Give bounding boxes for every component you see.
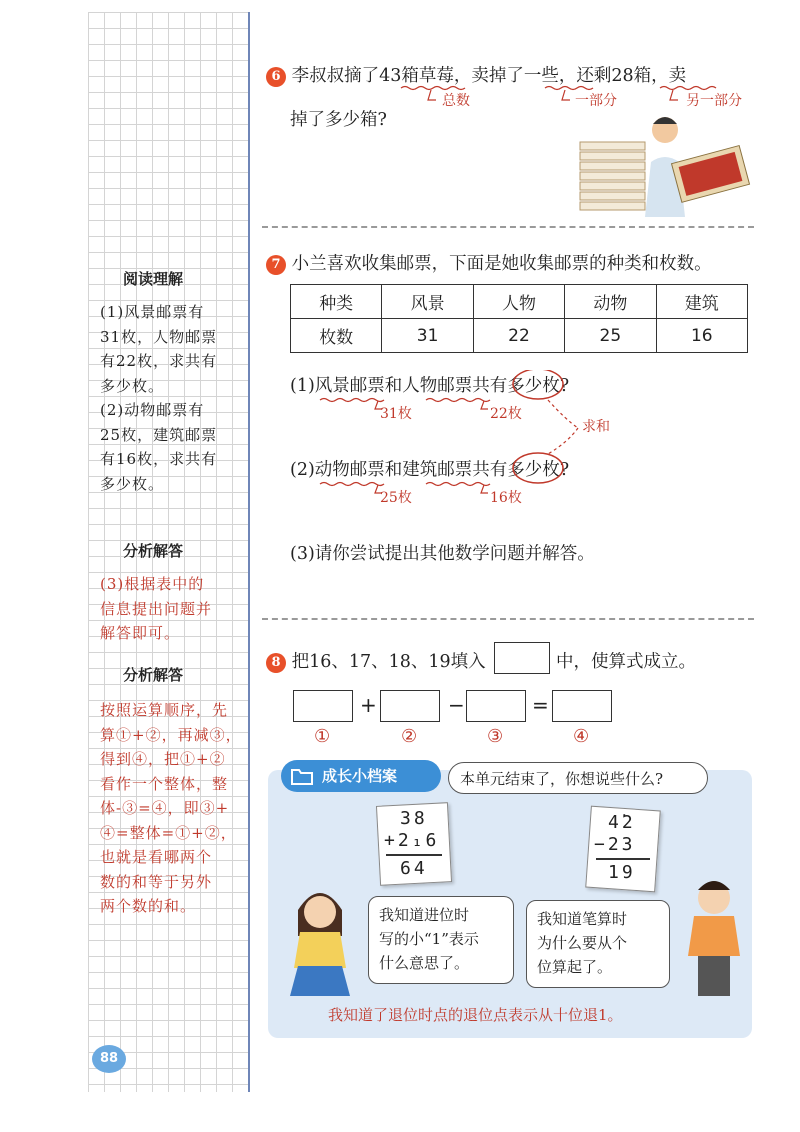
table-cell: 枚数 bbox=[291, 319, 382, 353]
divider-q6-q7 bbox=[262, 226, 754, 228]
answer-box-1[interactable] bbox=[293, 690, 353, 722]
q6-line1: 6 李叔叔摘了43箱草莓，卖掉了一些，还剩28箱，卖 bbox=[266, 62, 686, 87]
label-2: ② bbox=[401, 726, 418, 747]
table-cell: 22 bbox=[473, 319, 564, 353]
q8-example-box bbox=[494, 642, 550, 674]
q6-ann-part: 一部分 bbox=[575, 93, 617, 109]
stamp-table bbox=[290, 284, 748, 353]
archive-footer: 我知道了退位时点的退位点表示从十位退1。 bbox=[328, 1006, 623, 1024]
boy-hair bbox=[698, 881, 730, 890]
circle-gongyou-2 bbox=[513, 453, 563, 483]
analysis-title-2: 分析解答 bbox=[122, 666, 183, 684]
table-cell: 种类 bbox=[291, 285, 382, 319]
sub-top: 4̇2 bbox=[608, 812, 636, 833]
q8-text-before: 8 把16、17、18、19填入 bbox=[266, 648, 486, 673]
man-hair bbox=[653, 117, 677, 124]
box-stack bbox=[580, 142, 645, 210]
add-line bbox=[386, 854, 442, 856]
reading-text: (1)风景邮票有 31枚，人物邮票 有22枚，求共有 多少枚。 (2)动物邮票有 25枚，建筑邮票 有16枚，求共有 多少枚。 bbox=[100, 303, 218, 493]
arrow-part bbox=[562, 90, 570, 100]
q6-line2: 掉了多少箱? bbox=[290, 110, 387, 130]
page-spine bbox=[248, 12, 250, 1092]
analysis-text-2: 按照运算顺序，先 算①+②，再减③， 得到④，把①+② 看作一个整体，整 体-③=④，即③+ ④=整体=①+②， 也就是看哪两个 数的和等于另外 两个数的和。 bbox=[100, 701, 242, 915]
girl-skirt bbox=[290, 966, 350, 996]
q7-badge: 7 bbox=[266, 255, 286, 275]
table-cell: 建筑 bbox=[656, 285, 747, 319]
add-top: 38 bbox=[400, 808, 428, 829]
divider-q7-q8 bbox=[262, 618, 754, 620]
folder-icon bbox=[290, 766, 314, 786]
sub-line bbox=[596, 858, 650, 860]
label-3: ③ bbox=[487, 726, 504, 747]
boy-shirt bbox=[688, 916, 740, 956]
boy-pants bbox=[698, 956, 730, 996]
strawberry-tray bbox=[672, 146, 750, 203]
answer-box-4[interactable] bbox=[552, 690, 612, 722]
boy-illustration bbox=[676, 876, 750, 1000]
table-cell: 风景 bbox=[382, 285, 473, 319]
table-cell: 动物 bbox=[565, 285, 656, 319]
reading-title: 阅读理解 bbox=[122, 270, 183, 288]
op-plus: + bbox=[360, 693, 377, 717]
table-cell: 16 bbox=[656, 319, 747, 353]
answer-box-2[interactable] bbox=[380, 690, 440, 722]
table-row-count bbox=[291, 319, 748, 353]
girl-illustration bbox=[282, 880, 358, 1000]
q7-sub1-ann-b: 22枚 bbox=[490, 406, 522, 422]
table-row-header bbox=[291, 285, 748, 319]
label-1: ① bbox=[314, 726, 331, 747]
q6-badge: 6 bbox=[266, 67, 286, 87]
archive-title: 成长小档案 bbox=[322, 767, 398, 785]
answer-box-3[interactable] bbox=[466, 690, 526, 722]
q7-sub2-ann-a: 25枚 bbox=[380, 490, 412, 506]
add-mid: +2₁6 bbox=[384, 830, 440, 851]
q7-ann-sum: 求和 bbox=[582, 419, 610, 435]
q7-sub2: (2)动物邮票和建筑邮票共有多少枚? bbox=[290, 460, 570, 480]
circle-gongyou-1 bbox=[513, 370, 563, 399]
girl-speech-bubble: 我知道进位时 写的小“1”表示 什么意思了。 bbox=[368, 896, 514, 984]
q8-badge: 8 bbox=[266, 653, 286, 673]
q6-ann-other: 另一部分 bbox=[686, 93, 742, 109]
table-cell: 人物 bbox=[473, 285, 564, 319]
girl-shirt bbox=[294, 932, 346, 968]
q8-text-after: 中，使算式成立。 bbox=[556, 652, 696, 672]
girl-face bbox=[304, 896, 336, 928]
page-number: 88 bbox=[92, 1045, 126, 1073]
label-4: ④ bbox=[573, 726, 590, 747]
q7-sub1-ann-a: 31枚 bbox=[380, 406, 412, 422]
q7-sub1: (1)风景邮票和人物邮票共有多少枚? bbox=[290, 376, 570, 396]
boy-speech-bubble: 我知道笔算时 为什么要从个 位算起了。 bbox=[526, 900, 670, 988]
arrow-total bbox=[428, 90, 436, 100]
table-cell: 25 bbox=[565, 319, 656, 353]
table-cell: 31 bbox=[382, 319, 473, 353]
op-equals: = bbox=[532, 693, 549, 717]
q7-sub2-ann-b: 16枚 bbox=[490, 490, 522, 506]
arrow-other bbox=[670, 90, 678, 100]
add-res: 64 bbox=[400, 858, 428, 879]
strawberry-seller-illustration bbox=[575, 112, 755, 222]
sub-res: 19 bbox=[608, 862, 636, 883]
sub-mid: −23 bbox=[594, 834, 636, 855]
prompt-text: 本单元结束了，你想说些什么? bbox=[460, 770, 664, 788]
op-minus: − bbox=[448, 693, 465, 717]
q7-annotations bbox=[300, 370, 600, 500]
analysis-text-1: (3)根据表中的 信息提出问题并 解答即可。 bbox=[100, 575, 213, 642]
analysis-title-1: 分析解答 bbox=[122, 542, 183, 560]
q6-ann-total: 总数 bbox=[442, 93, 470, 109]
q7-intro: 7 小兰喜欢收集邮票，下面是她收集邮票的种类和枚数。 bbox=[266, 250, 712, 275]
q7-sub3: (3)请你尝试提出其他数学问题并解答。 bbox=[290, 544, 595, 564]
